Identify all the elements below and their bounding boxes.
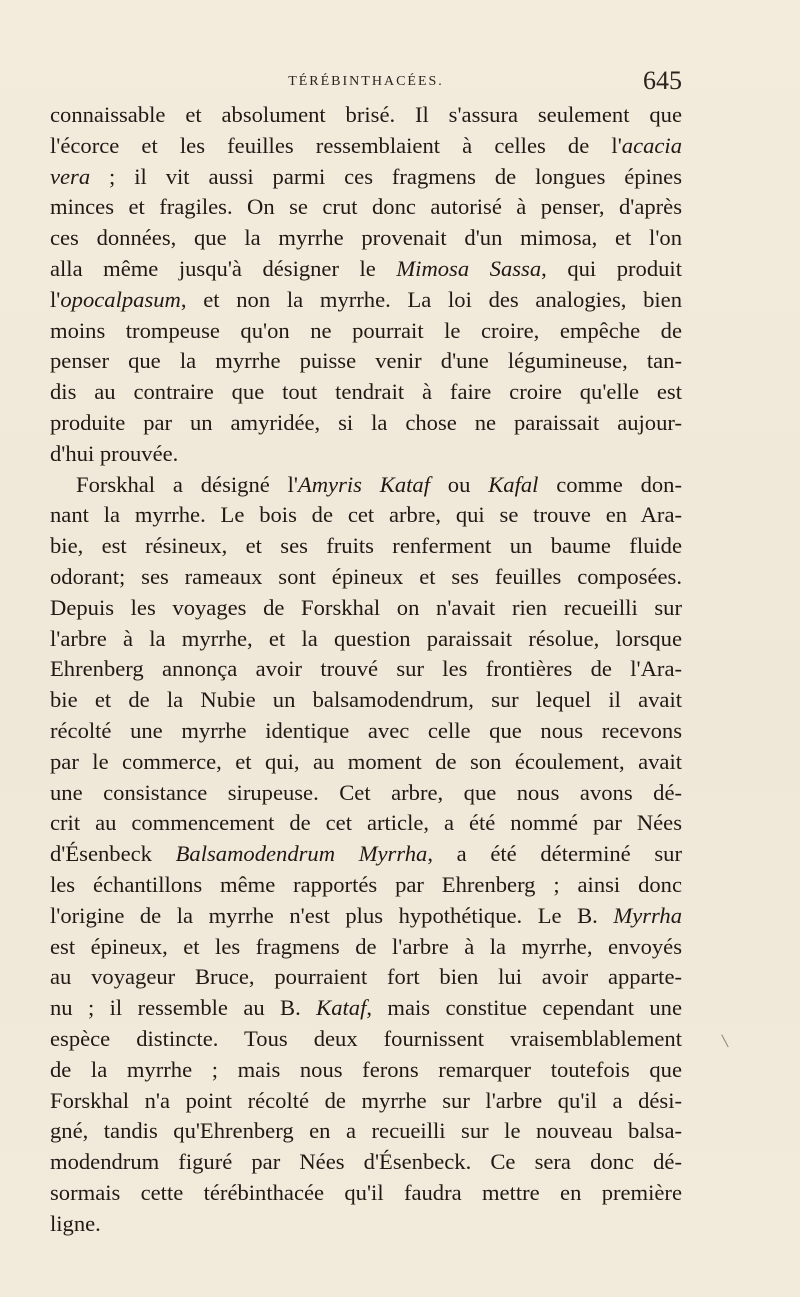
italic-term: Mimosa Sassa	[396, 255, 542, 281]
text-line: l'origine de la myrrhe n'est plus hypothétique. Le B. Myrrha	[50, 902, 682, 928]
text-line: Forskhal a désigné l'Amyris Kataf ou Kafal comme don-	[76, 471, 682, 497]
text-line: dis au contraire que tout tendrait à faire croire qu'elle est	[50, 379, 682, 405]
italic-term: Myrrha	[613, 902, 682, 928]
text-line: les échantillons même rapportés par Ehrenberg ; ainsi donc	[50, 871, 682, 897]
paragraph-continued	[50, 100, 682, 470]
text-line: Forskhal n'a point récolté de myrrhe sur l'arbre qu'il a dési-	[50, 1087, 682, 1113]
text-line: crit au commencement de cet article, a été nommé par Nées	[50, 810, 682, 836]
text-line: penser que la myrrhe puisse venir d'une légumineuse, tan-	[50, 348, 682, 374]
italic-term: acacia	[621, 132, 682, 158]
text-line: nu ; il ressemble au B. Kataf, mais constitue cependant une	[50, 995, 683, 1021]
text-line: modendrum figuré par Nées d'Ésenbeck. Ce sera donc dé-	[50, 1149, 682, 1175]
text-line: odorant; ses rameaux sont épineux et ses feuilles composées.	[50, 563, 682, 589]
text-line: une consistance sirupeuse. Cet arbre, que nous avons dé-	[50, 779, 682, 805]
text-line: d'Ésenbeck Balsamodendrum Myrrha, a été déterminé sur	[50, 841, 682, 867]
text-line: bie, est résineux, et ses fruits renferment un baume fluide	[50, 533, 682, 559]
text-line: ces données, que la myrrhe provenait d'un mimosa, et l'on	[50, 225, 682, 251]
text-line: Ehrenberg annonça avoir trouvé sur les frontières de l'Ara-	[50, 656, 682, 682]
text-line: récolté une myrrhe identique avec celle que nous recevons	[50, 717, 682, 743]
text-line: vera ; il vit aussi parmi ces fragmens de longues épines	[50, 163, 682, 189]
text-line: l'écorce et les feuilles ressemblaient à celles de l'acacia	[50, 132, 682, 158]
margin-mark	[721, 1031, 736, 1048]
text-line: espèce distincte. Tous deux fournissent vraisemblablement	[50, 1025, 682, 1051]
italic-term: Kataf	[316, 995, 367, 1021]
text-line: sormais cette térébinthacée qu'il faudra mettre en première	[50, 1179, 682, 1205]
body-text	[50, 100, 682, 1239]
text-line: gné, tandis qu'Ehrenberg en a recueilli sur le nouveau balsa-	[50, 1118, 682, 1144]
italic-term: Amyris Kataf	[297, 471, 430, 497]
text-line: de la myrrhe ; mais nous ferons remarquer toutefois que	[50, 1056, 682, 1082]
paragraph-forskhal	[50, 470, 682, 1240]
text-line: Depuis les voyages de Forskhal on n'avait rien recueilli sur	[50, 594, 682, 620]
italic-term: Kafal	[488, 471, 539, 497]
text-line: ligne.	[50, 1210, 101, 1236]
text-line: connaissable et absolument brisé. Il s'assura seulement que	[50, 102, 682, 127]
page-number: 645	[643, 66, 682, 95]
text-line: est épineux, et les fragmens de l'arbre à la myrrhe, envoyés	[50, 933, 682, 959]
running-title: TÉRÉBINTHACÉES.	[288, 74, 444, 89]
running-head	[50, 66, 682, 96]
italic-term: vera	[50, 163, 91, 189]
text-line: au voyageur Bruce, pourraient fort bien lui avoir apparte-	[50, 964, 682, 990]
text-line: l'opocalpasum, et non la myrrhe. La loi des analogies, bien	[50, 286, 682, 312]
text-line: moins trompeuse qu'on ne pourrait le croire, empêche de	[50, 317, 682, 343]
italic-term: Balsamodendrum Myrrha	[175, 841, 428, 867]
text-line: minces et fragiles. On se crut donc autorisé à penser, d'après	[50, 194, 682, 220]
text-line: par le commerce, et qui, au moment de son écoulement, avait	[50, 748, 682, 774]
text-line: l'arbre à la myrrhe, et la question paraissait résolue, lorsque	[50, 625, 682, 651]
text-line: bie et de la Nubie un balsamodendrum, sur lequel il avait	[50, 687, 682, 713]
text-line: alla même jusqu'à désigner le Mimosa Sassa, qui produit	[50, 255, 682, 281]
text-line: nant la myrrhe. Le bois de cet arbre, qui se trouve en Ara-	[50, 502, 682, 528]
text-line: d'hui prouvée.	[50, 440, 179, 466]
text-line: produite par un amyridée, si la chose ne paraissait aujour-	[50, 409, 682, 435]
italic-term: opocalpasum	[60, 286, 181, 312]
